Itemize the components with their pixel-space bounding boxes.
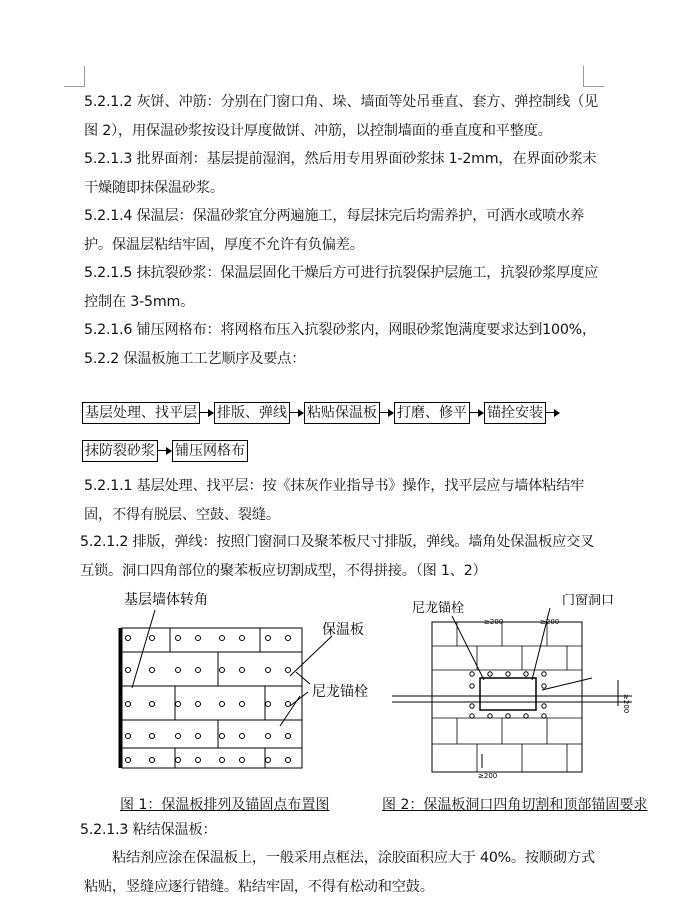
arrow-icon bbox=[546, 408, 560, 418]
anchor-dot bbox=[126, 702, 131, 707]
fig2-dim-b: ≥200 bbox=[540, 618, 560, 626]
anchor-dot bbox=[240, 702, 245, 707]
fig2-label-opening: 门窗洞口 bbox=[562, 594, 615, 608]
fig2-dim-a: ≥200 bbox=[484, 618, 504, 626]
anchor-dot bbox=[266, 702, 271, 707]
anchor-dot bbox=[240, 636, 245, 641]
anchor-dot bbox=[150, 734, 155, 739]
anchor-dot bbox=[176, 734, 181, 739]
anchor-dot bbox=[176, 702, 181, 707]
anchor-dot bbox=[542, 684, 546, 688]
flow-step-6: 抹防裂砂浆 bbox=[82, 440, 158, 462]
anchor-points bbox=[126, 636, 291, 763]
anchor-dot bbox=[126, 758, 131, 763]
flow-step-1: 基层处理、找平层 bbox=[82, 402, 200, 424]
anchor-dot bbox=[196, 734, 201, 739]
anchor-dot bbox=[196, 758, 201, 763]
anchor-dot bbox=[196, 702, 201, 707]
flow-step-3: 粘贴保温板 bbox=[304, 402, 380, 424]
process-flow-row-2 bbox=[82, 440, 248, 462]
figure-1-drawing bbox=[100, 588, 380, 788]
anchor-dot bbox=[542, 714, 546, 718]
section-paragraphs-3 bbox=[80, 528, 608, 585]
anchor-dot bbox=[470, 672, 474, 676]
section-body bbox=[84, 844, 606, 901]
paragraph-5-2-1-5: 5.2.1.5 抹抗裂砂浆：保温层固化干燥后方可进行抗裂保护层施工，抗裂砂浆厚度应控制在 3-5mm。 bbox=[84, 265, 599, 310]
anchor-dot bbox=[266, 668, 271, 673]
anchor-dot bbox=[220, 758, 225, 763]
figure-1-caption: 图 1：保温板排列及锚固点布置图 bbox=[120, 797, 330, 813]
anchor-dot bbox=[470, 684, 474, 688]
paragraph-5-2-1-2: 5.2.1.2 灰饼、冲筋：分别在门窗口角、垛、墙面等处吊垂直、套方、弹控制线（见图 2），用保温砂浆按设计厚度做饼、冲筋，以控制墙面的垂直度和平整度。 bbox=[84, 94, 599, 139]
arrow-icon bbox=[290, 408, 304, 418]
arrow-icon bbox=[158, 446, 172, 456]
flow-step-5: 锚拴安装 bbox=[484, 402, 546, 424]
anchor-dot bbox=[470, 704, 474, 708]
figure-2-caption: 图 2：保温板洞口四角切割和顶部锚固要求 bbox=[382, 797, 648, 813]
anchor-dot bbox=[470, 714, 474, 718]
paragraph-5-2-2: 5.2.2 保温板施工工艺顺序及要点： bbox=[84, 350, 306, 367]
anchor-dot bbox=[286, 734, 291, 739]
arrow-icon bbox=[380, 408, 394, 418]
anchor-dot bbox=[266, 758, 271, 763]
flow-step-2: 排版、弹线 bbox=[214, 402, 290, 424]
fig2-label-anchor: 尼龙锚栓 bbox=[412, 601, 465, 616]
anchor-dot bbox=[240, 758, 245, 763]
arrow-icon bbox=[470, 408, 484, 418]
anchor-dot bbox=[488, 714, 492, 718]
flow-step-7: 铺压网格布 bbox=[172, 440, 248, 462]
anchor-dot bbox=[176, 758, 181, 763]
anchor-dot bbox=[266, 636, 271, 641]
anchor-dot bbox=[126, 636, 131, 641]
anchor-dot bbox=[220, 734, 225, 739]
crop-mark-top-left bbox=[64, 66, 85, 87]
anchor-dot bbox=[150, 668, 155, 673]
fig1-label-board: 保温板 bbox=[322, 622, 364, 638]
fig2-dim-side: ≥200 bbox=[622, 694, 630, 714]
anchor-dot bbox=[220, 636, 225, 641]
fig1-label-anchor: 尼龙锚栓 bbox=[312, 684, 368, 700]
paragraph-5-2-1-4: 5.2.1.4 保温层：保温砂浆宜分两遍施工，每层抹完后均需养护，可洒水或喷水养护。保温层粘结牢固，厚度不允许有负偏差。 bbox=[84, 208, 585, 253]
anchor-dot bbox=[266, 734, 271, 739]
anchor-dot bbox=[150, 636, 155, 641]
paragraph-layout-marking: 5.2.1.2 排版，弹线：按照门窗洞口及聚苯板尺寸排版，弹线。墙角处保温板应交叉互锁。洞口四角部位的聚苯板应切割成型，不得拼接。（图 1、2） bbox=[80, 534, 595, 579]
fig2-dim-bottom: ≥200 bbox=[478, 772, 498, 780]
section-paragraphs bbox=[84, 88, 606, 373]
anchor-dot bbox=[196, 636, 201, 641]
anchor-dot bbox=[286, 636, 291, 641]
flow-step-4: 打磨、修平 bbox=[394, 402, 470, 424]
anchor-dot bbox=[176, 636, 181, 641]
anchor-dot bbox=[240, 734, 245, 739]
anchor-dot bbox=[286, 758, 291, 763]
anchor-dot bbox=[220, 702, 225, 707]
anchor-dot bbox=[220, 668, 225, 673]
anchor-dot bbox=[196, 668, 201, 673]
anchor-dot bbox=[524, 714, 528, 718]
crop-mark-top-right bbox=[583, 66, 604, 87]
anchor-dot bbox=[488, 672, 492, 676]
anchor-dot bbox=[542, 704, 546, 708]
arrow-icon bbox=[200, 408, 214, 418]
anchor-dot bbox=[506, 672, 510, 676]
anchor-dot bbox=[240, 668, 245, 673]
paragraph-adhesive: 粘结剂应涂在保温板上，一般采用点框法，涂胶面积应大于 40%。按顺砌方式粘贴，竖缝应逐行错缝。粘结牢固，不得有松动和空鼓。 bbox=[84, 850, 595, 895]
paragraph-base-treatment: 5.2.1.1 基层处理、找平层：按《抹灰作业指导书》操作，找平层应与墙体粘结牢固，不得有脱层、空鼓、裂缝。 bbox=[84, 478, 585, 523]
anchor-dot bbox=[286, 702, 291, 707]
anchor-dot bbox=[150, 702, 155, 707]
paragraph-5-2-1-3: 5.2.1.3 批界面剂：基层提前湿润，然后用专用界面砂浆抹 1-2mm，在界面砂浆未干燥随即抹保温砂浆。 bbox=[84, 151, 597, 196]
anchor-dot bbox=[126, 734, 131, 739]
figure-2-drawing bbox=[392, 594, 642, 784]
opening-rect bbox=[480, 678, 536, 710]
anchor-dot bbox=[176, 668, 181, 673]
section-heading bbox=[80, 816, 602, 845]
section-title: 5.2.1.3 粘结保温板： bbox=[80, 822, 217, 838]
process-flow-row-1 bbox=[82, 402, 560, 424]
paragraph-5-2-1-6: 5.2.1.6 铺压网格布：将网格布压入抗裂砂浆内，网眼砂浆饱满度要求达到100%， bbox=[84, 322, 596, 338]
anchor-dot bbox=[506, 714, 510, 718]
anchor-dot bbox=[126, 668, 131, 673]
anchor-dot bbox=[286, 668, 291, 673]
anchor-dot bbox=[524, 672, 528, 676]
anchor-dot bbox=[150, 758, 155, 763]
fig1-label-corner: 基层墙体转角 bbox=[124, 592, 208, 608]
section-paragraphs-2 bbox=[84, 472, 606, 529]
anchor-dot bbox=[542, 672, 546, 676]
